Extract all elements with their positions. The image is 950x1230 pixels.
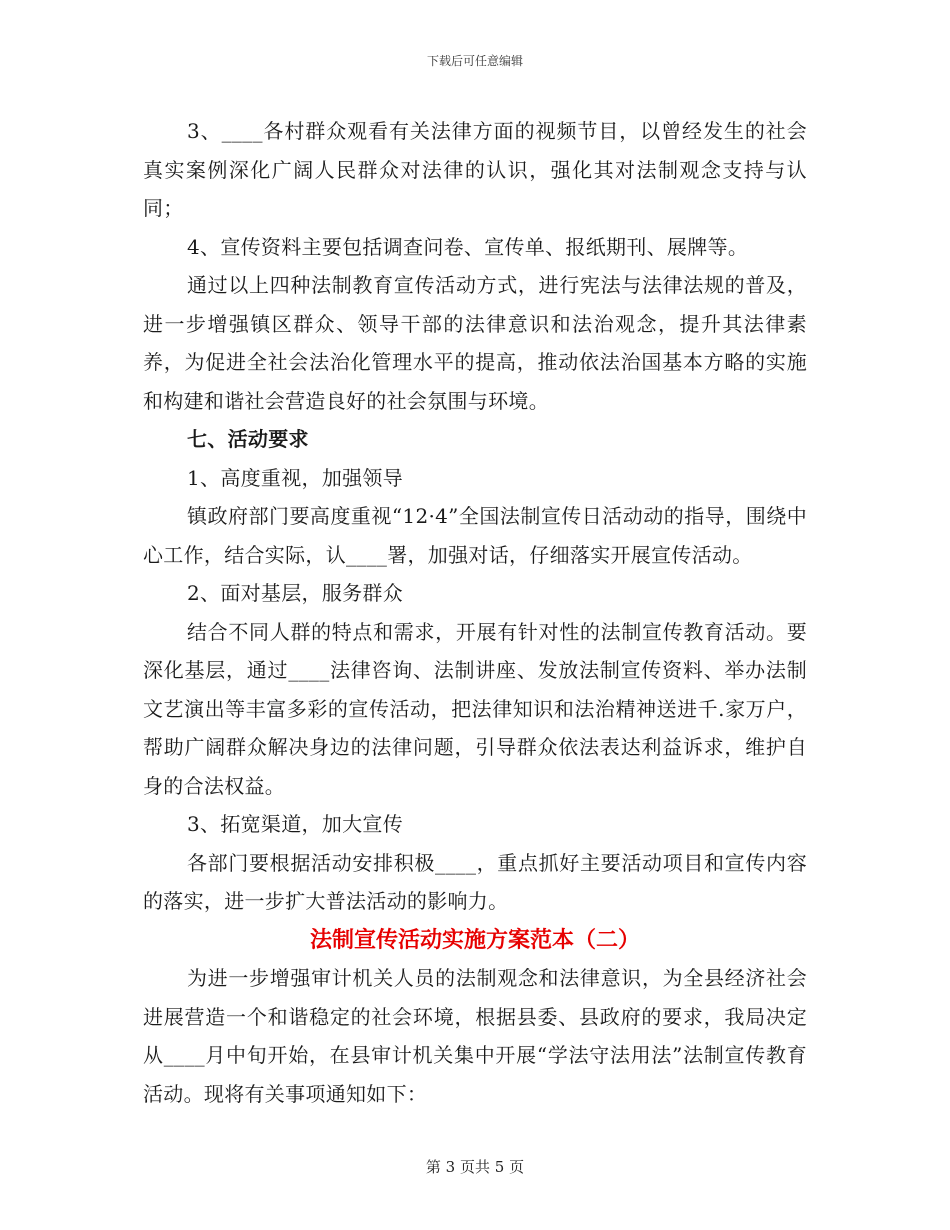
document-section-title: 法制宣传活动实施方案范本（二） [309,926,640,953]
paragraph-grassroots: 结合不同人群的特点和需求，开展有针对性的法制宣传教育活动。要深化基层，通过____法律咨询、法制讲座、发放法制宣传资料、举办法制文艺演出等丰富多彩的宣传活动，把法律知识和法治精神送进千.家万户，帮助广阔群众解决身边的法律问题，引导群众依法表达利益诉求，维护自身的合法权益。 [143,619,807,798]
page-footer: 第 3 页共 5 页 [425,1158,525,1176]
paragraph-item-4: 4、宣传资料主要包括调查问卷、宣传单、报纸期刊、展牌等。 [187,234,749,259]
paragraph-channels: 各部门要根据活动安排积极____，重点抓好主要活动项目和宣传内容的落实，进一步扩大普法活动的影响力。 [143,850,807,913]
subheading-1: 1、高度重视，加强领导 [187,465,404,490]
page-header: 下载后可任意编辑 [426,54,523,68]
paragraph-item-3: 3、____各村群众观看有关法律方面的视频节目，以曾经发生的社会真实案例深化广阔人民群众对法律的认识，强化其对法制观念支持与认同； [143,119,807,220]
paragraph-intro: 为进一步增强审计机关人员的法制观念和法律意识，为全县经济社会进展营造一个和谐稳定的社会环境，根据县委、县政府的要求，我局决定从____月中旬开始，在县审计机关集中开展“学法守法用法”法制宣传教育活动。现将有关事项通知如下： [143,966,807,1106]
subheading-3: 3、拓宽渠道，加大宣传 [187,812,404,836]
paragraph-leadership: 镇政府部门要高度重视“12·4”全国法制宣传日活动动的指导，围绕中心工作，结合实际，认____署，加强对话，仔细落实开展宣传活动。 [143,504,807,567]
paragraph-summary: 通过以上四种法制教育宣传活动方式，进行宪法与法律法规的普及，进一步增强镇区群众、领导干部的法律意识和法治观念，提升其法律素养，为促进全社会法治化管理水平的提高，推动依法治国基本方略的实施和构建和谐社会营造良好的社会氛围与环境。 [143,273,807,413]
section-heading-requirements: 七、活动要求 [187,427,309,451]
subheading-2: 2、面对基层，服务群众 [187,581,404,605]
document-body [143,112,807,1113]
